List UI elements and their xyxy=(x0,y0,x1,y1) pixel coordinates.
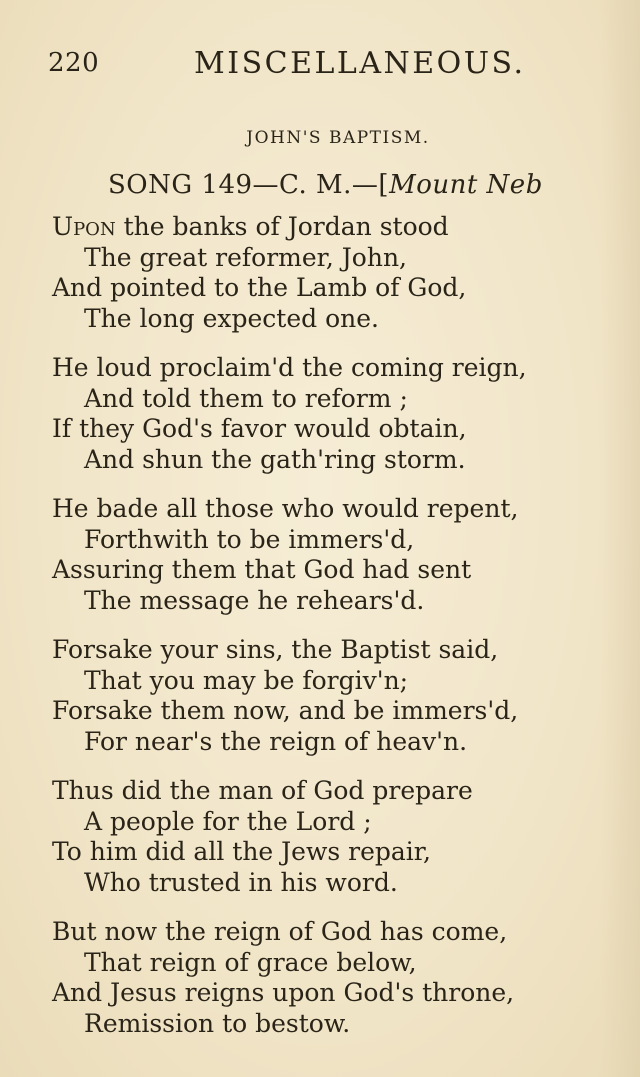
verse-line: To him did all the Jews repair, xyxy=(52,837,431,866)
stanza-3 xyxy=(52,494,612,616)
running-head: MISCELLANEOUS. xyxy=(194,46,526,81)
verse-line: If they God's favor would obtain, xyxy=(52,414,467,443)
verse-line: And pointed to the Lamb of God, xyxy=(52,273,467,302)
verse-line: A people for the Lord ; xyxy=(84,806,372,836)
stanza-1 xyxy=(52,212,612,334)
section-title xyxy=(0,128,640,148)
verse-line: The long expected one. xyxy=(84,303,379,333)
verse-line: But now the reign of God has come, xyxy=(52,917,508,946)
stanza-5 xyxy=(52,776,612,898)
song-number-meter: SONG 149—C. M.—[ xyxy=(108,170,390,200)
verse-line: He bade all those who would repent, xyxy=(52,494,519,523)
verse-line: That you may be forgiv'n; xyxy=(84,665,409,695)
tune-name: Mount Neb xyxy=(389,170,543,200)
verse-line: Forthwith to be immers'd, xyxy=(84,524,415,554)
verse-line: And told them to reform ; xyxy=(84,383,408,413)
verse-line: The message he rehears'd. xyxy=(84,585,425,615)
stanza-6 xyxy=(52,917,612,1039)
verse-line: And shun the gath'ring storm. xyxy=(84,444,466,474)
song-heading xyxy=(108,170,543,200)
stanza-4 xyxy=(52,635,612,757)
verse-line: Forsake them now, and be immers'd, xyxy=(52,696,519,725)
hymn-text xyxy=(52,212,612,1058)
verse-line: Thus did the man of God prepare xyxy=(52,776,473,805)
stanza-2 xyxy=(52,353,612,475)
page-header xyxy=(48,44,608,84)
verse-line: The great reformer, John, xyxy=(84,242,407,272)
verse-line: He loud proclaim'd the coming reign, xyxy=(52,353,527,382)
initial-word: Upon xyxy=(52,212,116,241)
section-title-text: JOHN'S BAPTISM. xyxy=(246,128,430,148)
verse-line: Upon the banks of Jordan stood xyxy=(52,212,449,241)
verse-line: For near's the reign of heav'n. xyxy=(84,726,468,756)
verse-line: Assuring them that God had sent xyxy=(52,555,472,584)
verse-line: That reign of grace below, xyxy=(84,947,417,977)
verse-line: Remission to bestow. xyxy=(84,1008,351,1038)
verse-line: Forsake your sins, the Baptist said, xyxy=(52,635,499,664)
page-number: 220 xyxy=(48,48,100,78)
verse-line: Who trusted in his word. xyxy=(84,867,398,897)
verse-line: And Jesus reigns upon God's throne, xyxy=(52,978,515,1007)
